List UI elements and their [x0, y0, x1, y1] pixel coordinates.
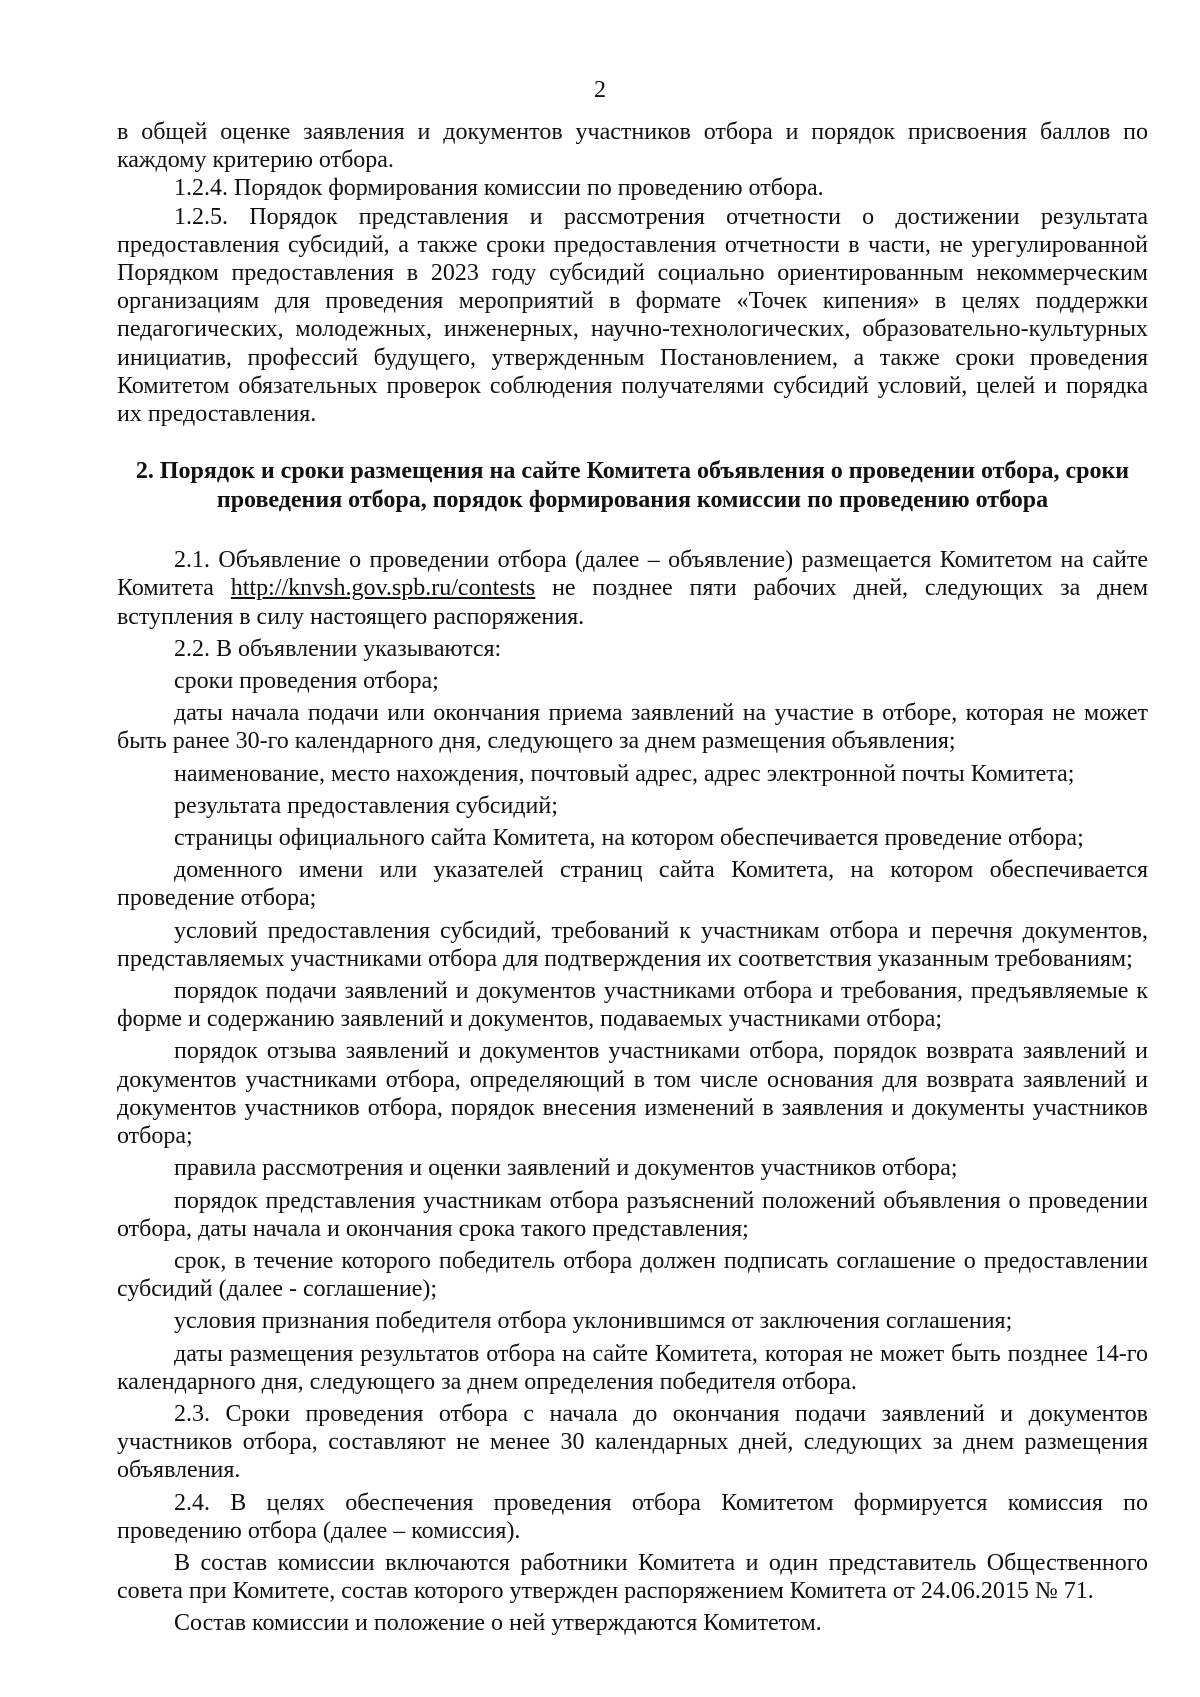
list-item: страницы официального сайта Комитета, на котором обеспечивается проведение отбора;	[174, 825, 1084, 852]
list-item: результата предоставления субсидий;	[174, 792, 558, 819]
list-item: порядок подачи заявлений и документов участниками отбора и требования, предъявляемые к форме и содержанию заявлений и документов, подаваемых участниками отбора;	[117, 978, 1148, 1033]
document-body	[117, 118, 1148, 1638]
paragraph-2-1-text-after: не позднее пяти рабочих дней, следующих за днем вступления в силу настоящего распоряжения.	[117, 575, 1148, 630]
list-item: условий предоставления субсидий, требований к участникам отбора и перечня документов, представляемых участниками отбора для подтверждения их соответствия указанным требованиям;	[117, 917, 1148, 972]
paragraph-2-3: 2.3. Сроки проведения отбора с начала до окончания подачи заявлений и документов участников отбора, составляют не менее 30 календарных дней, следующих за днем размещения объявления.	[117, 1400, 1148, 1484]
list-item: порядок представления участникам отбора разъяснений положений объявления о проведении отбора, даты начала и окончания срока такого представления;	[117, 1187, 1148, 1242]
paragraph-2-4-commission-approval: Состав комиссии и положение о ней утверждаются Комитетом.	[174, 1610, 822, 1637]
paragraph-2-2: 2.2. В объявлении указываются:	[174, 635, 502, 662]
announcement-items-list	[117, 667, 1148, 1396]
paragraph-1-2-5: 1.2.5. Порядок представления и рассмотрения отчетности о достижении результата предоставления субсидий, а также сроки предоставления отчетности в части, не урегулированной Порядком предоставления в 2023 году субсидий социально ориентированным некоммерческим организациям для проведения мероприятий в формате «Точек кипения» в целях поддержки педагогических, молодежных, инженерных, научно-технологических, образовательно-культурных инициатив, профессий будущего, утвержденным Постановлением, а также сроки проведения Комитетом обязательных проверок соблюдения получателями субсидий условий, целей и порядка их предоставления.	[117, 203, 1148, 428]
page-number: 2	[594, 77, 606, 103]
paragraph-2-4-commission-composition: В состав комиссии включаются работники Комитета и один представитель Общественного совета при Комитете, состав которого утвержден распоряжением Комитета от 24.06.2015 № 71.	[117, 1549, 1148, 1605]
paragraph-1-2-4: 1.2.4. Порядок формирования комиссии по проведению отбора.	[174, 175, 824, 202]
paragraph-2-4: 2.4. В целях обеспечения проведения отбора Комитетом формируется комиссия по проведению отбора (далее – комиссия).	[117, 1489, 1148, 1544]
paragraph-continuation: в общей оценке заявления и документов участников отбора и порядок присвоения баллов по каждому критерию отбора.	[117, 119, 1148, 174]
list-item: условия признания победителя отбора уклонившимся от заключения соглашения;	[174, 1308, 1013, 1335]
list-item: наименование, место нахождения, почтовый адрес, адрес электронной почты Комитета;	[174, 760, 1075, 787]
contests-link[interactable]: http://knvsh.gov.spb.ru/contests	[230, 575, 536, 602]
paragraph-2-1-text-before: 2.1. Объявление о проведении отбора (далее – объявление) размещается Комитетом на сайте Комитета	[117, 547, 1148, 602]
list-item: доменного имени или указателей страниц сайта Комитета, на котором обеспечивается проведение отбора;	[117, 857, 1148, 912]
section-2-heading: 2. Порядок и сроки размещения на сайте Комитета объявления о проведении отбора, сроки проведения отбора, порядок формирования комиссии по проведению отбора	[135, 458, 1130, 514]
list-item: срок, в течение которого победитель отбора должен подписать соглашение о предоставлении субсидий (далее - соглашение);	[117, 1247, 1148, 1303]
list-item: даты размещения результатов отбора на сайте Комитета, которая не может быть позднее 14-го календарного дня, следующего за днем определения победителя отбора.	[117, 1340, 1148, 1395]
paragraph-2-1	[117, 546, 1148, 631]
list-item: даты начала подачи или окончания приема заявлений на участие в отборе, которая не может быть ранее 30-го календарного дня, следующего за днем размещения объявления;	[117, 700, 1148, 755]
list-item: порядок отзыва заявлений и документов участниками отбора, порядок возврата заявлений и документов участниками отбора, определяющий в том числе основания для возврата заявлений и документов участников отбора, порядок внесения изменений в заявления и документы участников отбора;	[117, 1038, 1148, 1150]
list-item: сроки проведения отбора;	[174, 668, 439, 695]
list-item: правила рассмотрения и оценки заявлений и документов участников отбора;	[174, 1155, 958, 1182]
